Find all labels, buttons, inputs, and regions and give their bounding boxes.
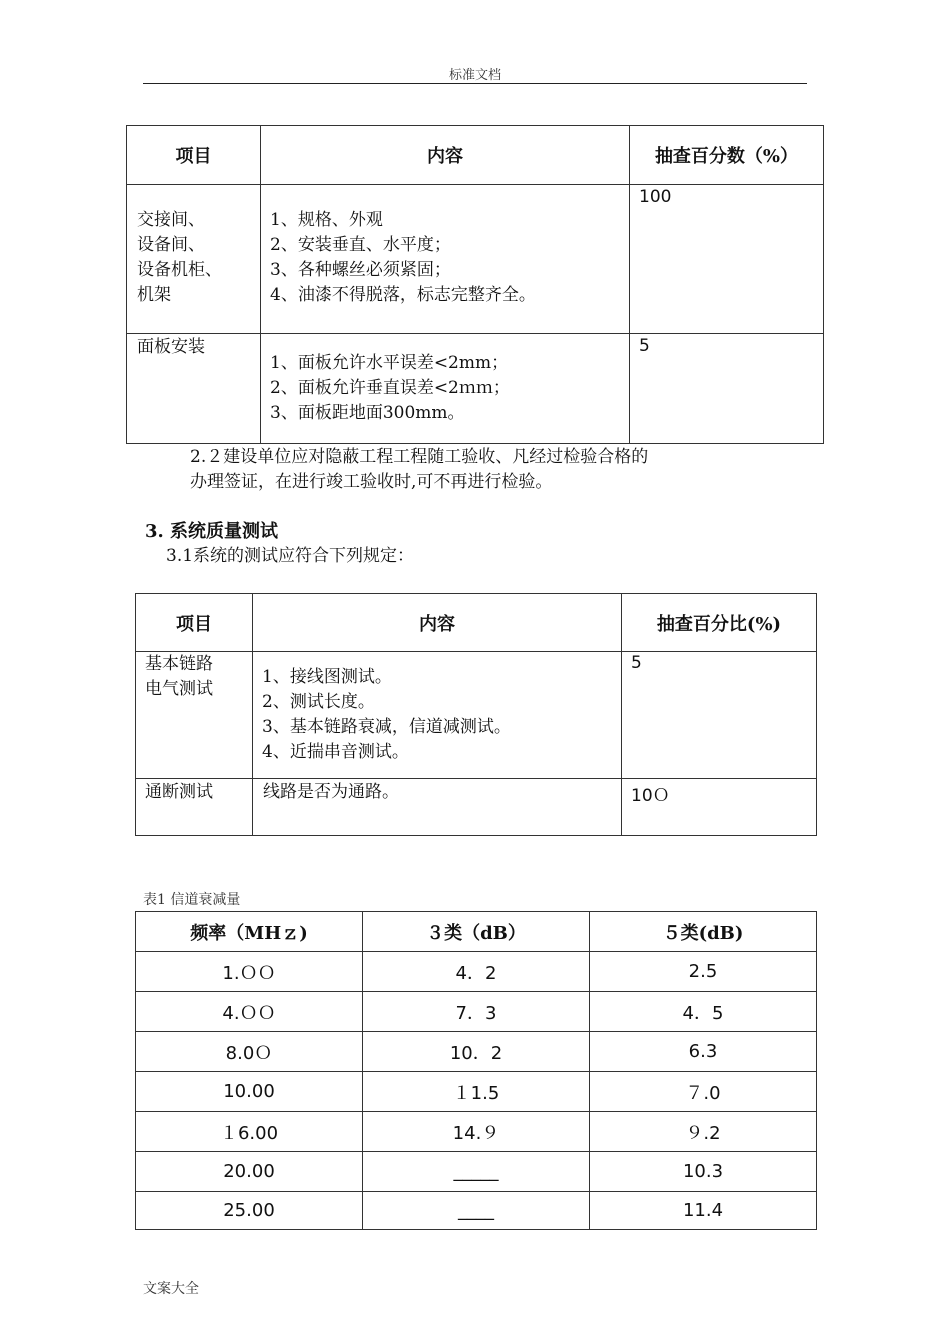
table2-row2-item — [136, 779, 253, 836]
table1-header-content: 内容 — [261, 126, 630, 185]
table3-cell-cat3: 14.９ — [363, 1112, 590, 1152]
table3-cell-cat3: １1.5 — [363, 1072, 590, 1112]
table1-row2-content-line: 2、面板允许垂直误差<2ｍｍ； — [270, 378, 510, 398]
table2-row1-item — [136, 652, 253, 779]
table3-cell-cat3: 7．3 — [363, 992, 590, 1032]
table3-cell-frequency: 10.00 — [136, 1072, 363, 1112]
table3-cell-cat3: 4．2 — [363, 952, 590, 992]
table2-row1-content-line: 2、测试长度。 — [262, 692, 375, 712]
table1-row1-item-line: 交接间、 — [137, 210, 205, 230]
table3-cell-cat5: ９.2 — [590, 1112, 817, 1152]
table1-row1-content — [261, 185, 630, 334]
table2-row1-content-line: 3、基本链路衰减，信道减测试。 — [262, 717, 511, 737]
table3-cell-frequency: 20.00 — [136, 1152, 363, 1192]
table2-row1-item-line: 基本链路 — [145, 654, 213, 674]
table2-row2-percent-value: 10Ｏ — [631, 786, 670, 806]
table1-row1-content-line: 1、规格、外观 — [270, 210, 383, 230]
table1-row2-percent — [630, 334, 824, 444]
table2-row1-percent — [622, 652, 817, 779]
header-rule — [143, 83, 807, 84]
table1-row2-content — [261, 334, 630, 444]
channel-attenuation-table — [135, 911, 817, 1230]
page-header-title: 标准文档 — [448, 68, 501, 83]
table3-cell-cat5: 11.4 — [590, 1192, 817, 1230]
table2-row1-content-line: 1、接线图测试。 — [262, 667, 392, 687]
table1-row1-content-line: 4、油漆不得脱落，标志完整齐全。 — [270, 285, 536, 305]
table1-row2-content-line: 1、面板允许水平误差<2mm； — [270, 353, 509, 373]
table2-header-item: 项目 — [136, 594, 253, 652]
table3-cell-cat5: 4．5 — [590, 992, 817, 1032]
table1-row1-percent — [630, 185, 824, 334]
page-footer-text: 文案大全 — [143, 1281, 199, 1297]
table2-header-percent: 抽查百分比(%) — [622, 594, 817, 652]
table1-row1-item-line: 设备间、 — [137, 235, 205, 255]
table1-row1-content-line: 3、各种螺丝必须紧固； — [270, 260, 451, 280]
table3-cell-cat3: 10．2 — [363, 1032, 590, 1072]
table2-header-content: 内容 — [253, 594, 622, 652]
table3-cell-frequency: 8.0Ｏ — [136, 1032, 363, 1072]
table2-row1-content — [253, 652, 622, 779]
section-3-1-text: 3.1系统的测试应符合下列规定： — [166, 546, 415, 566]
table1-row2-content-line: 3、面板距地面300mm。 — [270, 403, 465, 423]
section-3-heading: 3. 系统质量测试 — [145, 521, 279, 542]
table3-cell-frequency: 25.00 — [136, 1192, 363, 1230]
table3-cell-cat5: 2.5 — [590, 952, 817, 992]
paragraph-2-2-line2: 办理签证，在进行竣工验收时,可不再进行检验。 — [190, 472, 553, 492]
table3-cell-frequency: 1.ＯＯ — [136, 952, 363, 992]
table1-row2-item-line: 面板安装 — [137, 337, 205, 357]
table1-row1-percent-value: 100 — [639, 187, 672, 207]
table1-row2-item — [127, 334, 261, 444]
table3-cell-cat3: _____ — [363, 1152, 590, 1192]
table3-header-frequency: 频率（MHｚ) — [136, 912, 363, 952]
table3-cell-cat3: ____ — [363, 1192, 590, 1230]
table2-row2-item-line: 通断测试 — [145, 782, 213, 802]
table2-row1-content-line: 4、近揣串音测试。 — [262, 742, 409, 762]
table3-cell-frequency: １6.00 — [136, 1112, 363, 1152]
table1-header-percent: 抽查百分数（%） — [630, 126, 824, 185]
table2-row2-content-line: 线路是否为通路。 — [263, 782, 399, 802]
table-3-caption: 表1 信道衰减量 — [143, 892, 241, 908]
table2-row1-item-line: 电气测试 — [145, 679, 213, 699]
table2-row2-percent — [622, 779, 817, 836]
table3-cell-frequency: 4.ＯＯ — [136, 992, 363, 1032]
table2-row1-percent-value: 5 — [631, 653, 642, 673]
table1-row1-item — [127, 185, 261, 334]
inspection-table-1 — [126, 125, 824, 444]
table1-row1-item-line: 机架 — [137, 285, 171, 305]
table1-header-item: 项目 — [127, 126, 261, 185]
table2-row2-content — [253, 779, 622, 836]
table3-header-cat3: ３类（dB） — [363, 912, 590, 952]
inspection-table-2 — [135, 593, 817, 836]
table3-cell-cat5: ７.0 — [590, 1072, 817, 1112]
table1-row2-percent-value: 5 — [639, 336, 650, 356]
table3-cell-cat5: 10.3 — [590, 1152, 817, 1192]
table1-row1-content-line: 2、安装垂直、水平度； — [270, 235, 451, 255]
paragraph-2-2-line1: 2.２建设单位应对隐蔽工程工程随工验收、凡经过检验合格的 — [190, 447, 649, 467]
table3-header-cat5: ５类(dB) — [590, 912, 817, 952]
table1-row1-item-line: 设备机柜、 — [137, 260, 222, 280]
table3-cell-cat5: 6.3 — [590, 1032, 817, 1072]
